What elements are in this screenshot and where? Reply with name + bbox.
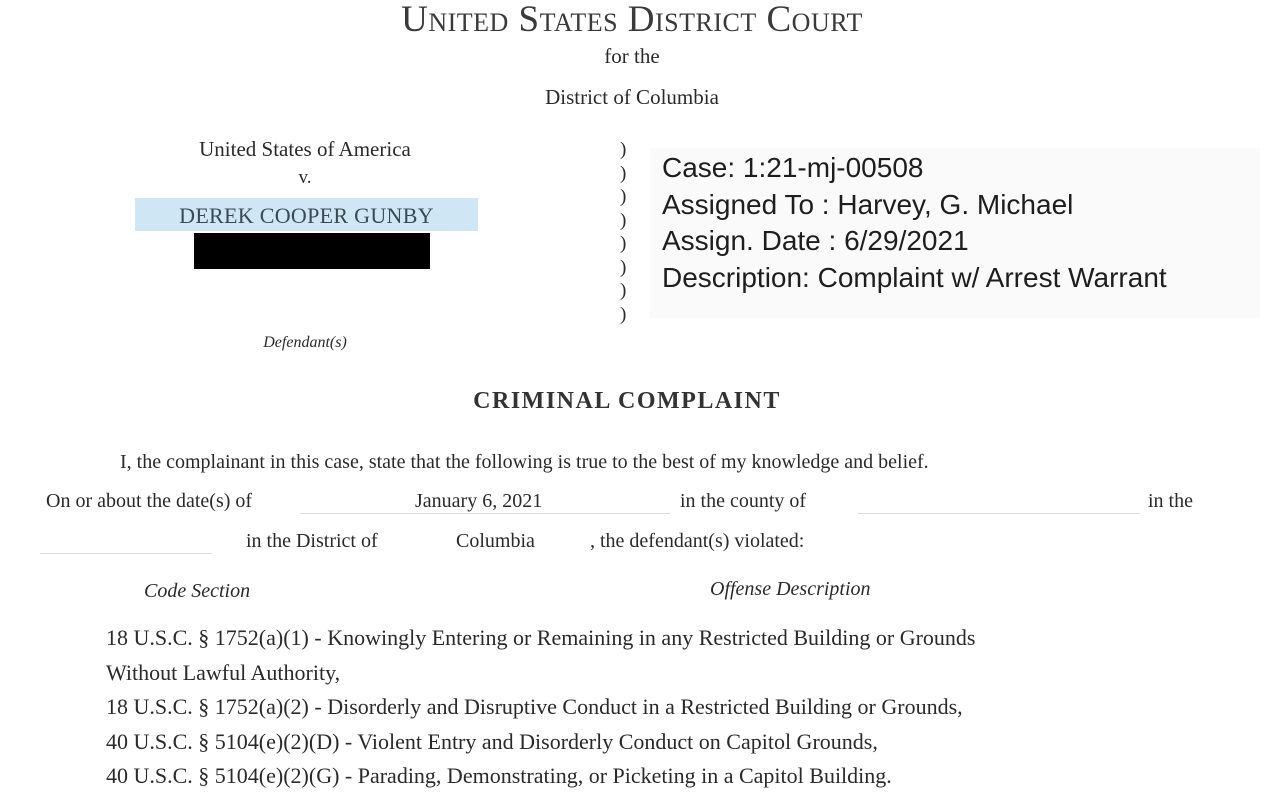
caption-paren: ) <box>620 139 627 160</box>
assigned-to: Assigned To : Harvey, G. Michael <box>662 189 1074 220</box>
caption-paren: ) <box>620 209 627 231</box>
caption-paren: ) <box>620 256 627 278</box>
caption-paren: ) <box>620 303 627 325</box>
district-name: District of Columbia <box>545 85 719 109</box>
case-stamp <box>650 148 1260 318</box>
complaint-title: CRIMINAL COMPLAINT <box>473 388 781 414</box>
redaction-bar <box>194 233 430 269</box>
caption-paren: ) <box>620 186 627 207</box>
offense-description-header: Offense Description <box>710 578 871 600</box>
violation-line: Without Lawful Authority, <box>106 659 341 685</box>
date-prefix: On or about the date(s) of <box>46 490 253 512</box>
violation-line: 18 U.S.C. § 1752(a)(1) - Knowingly Entering or Remaining in any Restricted Building or Grounds <box>106 625 976 650</box>
defendant-name-highlighted: DEREK COOPER GUNBY <box>135 198 478 231</box>
defendants-label: Defendant(s) <box>263 334 347 351</box>
assign-date: Assign. Date : 6/29/2021 <box>662 225 969 256</box>
code-section-header: Code Section <box>144 580 251 602</box>
caption-paren: ) <box>620 280 627 301</box>
county-blank-line <box>858 512 1140 514</box>
caption-paren: ) <box>620 162 627 184</box>
caption-paren: ) <box>620 233 627 254</box>
case-description: Description: Complaint w/ Arrest Warrant <box>662 262 1167 293</box>
violation-line: 40 U.S.C. § 5104(e)(2)(G) - Parading, Demonstrating, or Picketing in a Capitol Building. <box>106 763 892 788</box>
court-title: United States District Court <box>401 0 863 40</box>
violation-line: 18 U.S.C. § 1752(a)(2) - Disorderly and Disruptive Conduct in a Restricted Building or Grounds, <box>106 694 963 719</box>
in-the-text: in the <box>1148 490 1193 512</box>
versus-text: v. <box>298 167 312 188</box>
district-value: Columbia <box>456 530 535 552</box>
in-district-of: in the District of <box>246 530 378 552</box>
date-value: January 6, 2021 <box>415 490 543 512</box>
violations-list <box>106 621 1256 794</box>
complainant-statement: I, the complainant in this case, state that the following is true to the best of my knowledge and belief. <box>120 451 929 473</box>
violation-line: 40 U.S.C. § 5104(e)(2)(D) - Violent Entry and Disorderly Conduct on Capitol Grounds, <box>106 728 878 754</box>
case-number: Case: 1:21-mj-00508 <box>662 152 924 183</box>
caption-parenthesis-column <box>620 138 640 326</box>
county-label: in the county of <box>680 490 807 512</box>
for-the-text: for the <box>604 44 660 68</box>
prefix-blank-line <box>40 552 212 554</box>
defendant-violated-text: , the defendant(s) violated: <box>590 530 805 552</box>
plaintiff-name: United States of America <box>199 137 411 161</box>
